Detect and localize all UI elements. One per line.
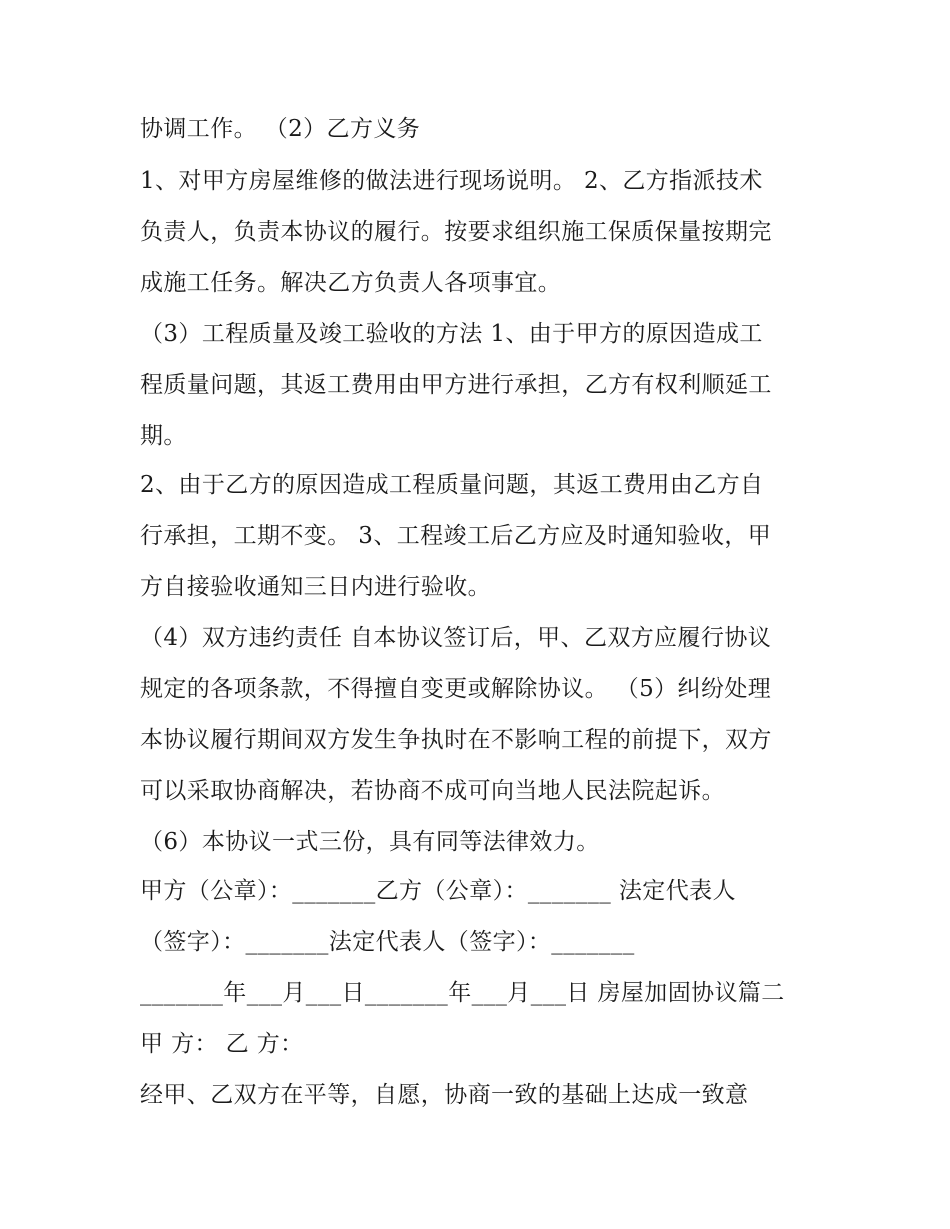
text-line: 甲方（公章）：_______乙方（公章）：_______ 法定代表人 xyxy=(140,878,736,904)
text-line: 规定的各项条款，不得擅自变更或解除协议。 （5）纠纷处理 xyxy=(140,676,772,702)
text-line: _______年___月___日_______年___月___日 房屋加固协议篇二 xyxy=(140,980,785,1006)
text-line: 1、对甲方房屋维修的做法进行现场说明。 2、乙方指派技术 xyxy=(140,168,763,194)
text-line: 行承担，工期不变。 3、工程竣工后乙方应及时通知验收，甲 xyxy=(140,523,772,549)
text-line: （4）双方违约责任 自本协议签订后，甲、乙双方应履行协议 xyxy=(140,625,772,651)
text-line: 负责人，负责本协议的履行。按要求组织施工保质保量按期完 xyxy=(140,219,772,245)
text-line: （6）本协议一式三份，具有同等法律效力。 xyxy=(140,829,600,855)
text-line: 2、由于乙方的原因造成工程质量问题，其返工费用由乙方自 xyxy=(140,472,764,498)
text-line: 甲 方： 乙 方： xyxy=(140,1031,304,1057)
text-line: 协调工作。 （2）乙方义务 xyxy=(140,116,421,142)
text-line: 成施工任务。解决乙方负责人各项事宜。 xyxy=(140,270,562,296)
text-line: （3）工程质量及竣工验收的方法 1、由于甲方的原因造成工 xyxy=(140,321,763,347)
text-line: 方自接验收通知三日内进行验收。 xyxy=(140,574,491,600)
text-line: （签字）：_______法定代表人（签字）：_______ xyxy=(140,929,635,955)
text-line: 经甲、乙双方在平等，自愿，协商一致的基础上达成一致意 xyxy=(140,1082,749,1108)
text-line: 可以采取协商解决，若协商不成可向当地人民法院起诉。 xyxy=(140,778,725,804)
text-line: 本协议履行期间双方发生争执时在不影响工程的前提下，双方 xyxy=(140,727,772,753)
text-line: 期。 xyxy=(140,423,187,449)
text-line: 程质量问题，其返工费用由甲方进行承担，乙方有权利顺延工 xyxy=(140,372,772,398)
